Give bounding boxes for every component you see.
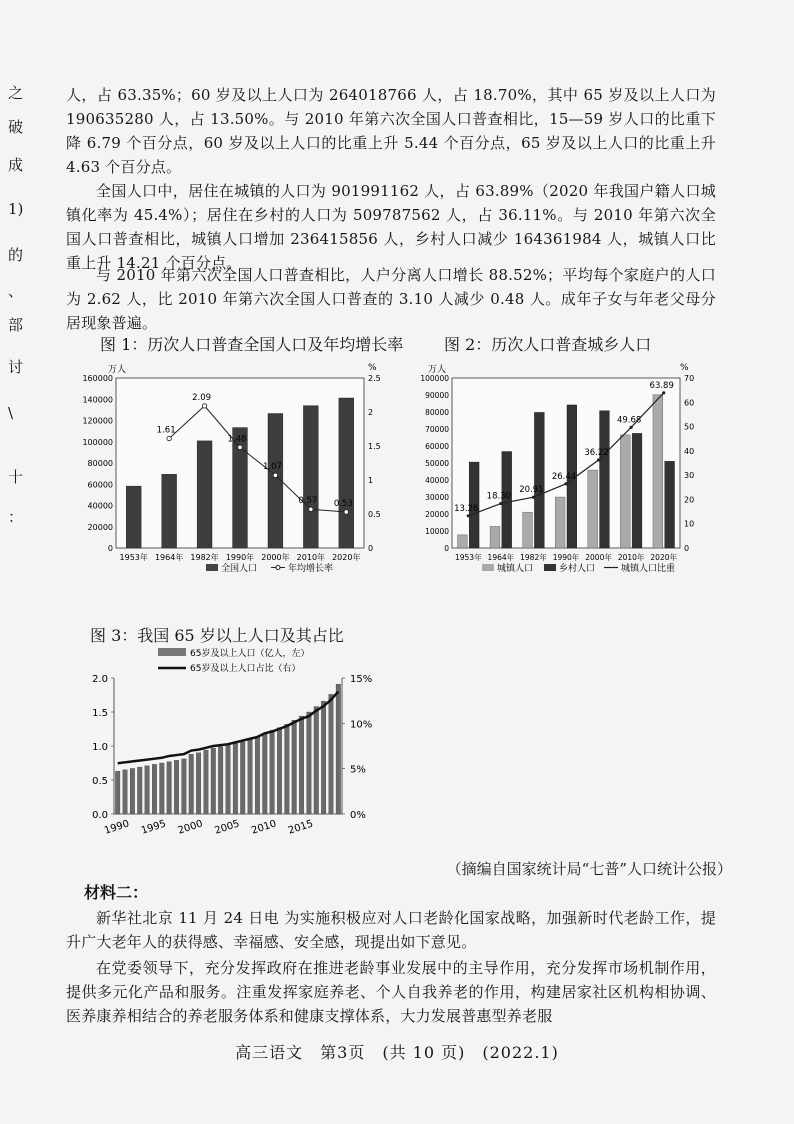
bar-total-population [339,398,354,548]
x-tick-label: 1995 [139,818,168,837]
x-tick-label: 1964年 [154,553,184,562]
y2-tick-label: 10 [684,519,695,529]
bar-elderly-population [299,716,304,814]
legend-swatch-rural [544,564,556,571]
x-tick-label: 2000年 [585,553,612,562]
bar-urban [653,395,663,548]
bar-elderly-population [321,701,326,814]
bar-urban [588,470,598,548]
margin-fragment: 的 [8,246,24,264]
x-tick-label: 1953年 [454,553,482,562]
y-axis-unit: 万人 [108,365,127,375]
bar-elderly-population [248,739,253,814]
urban-share-point [630,426,633,429]
legend [158,647,309,674]
margin-fragment: 讨 [8,358,24,376]
x-tick-label: 1953年 [119,553,148,562]
y2-tick-label: 20 [684,495,695,505]
bar-elderly-population [285,724,290,814]
y-tick-label: 60000 [425,442,449,451]
data-label: 13.26 [454,503,479,514]
data-label: 20.91 [519,485,544,496]
margin-fragment: 成 [8,156,24,174]
x-tick-label: 1964年 [487,553,515,562]
urban-share-point [662,391,665,394]
bar-elderly-population [329,694,334,814]
bar-urban [555,497,565,548]
material-2-paragraph-1: 新华社北京 11 月 24 日电 为实施积极应对人口老龄化国家战略，加强新时代老龄工作，提升广大老年人的获得感、幸福感、安全感，现提出如下意见。 [66,909,716,951]
bar-total-population [197,441,212,548]
figure-1-title: 图 1：历次人口普查全国人口及年均增长率 [100,335,404,354]
margin-fragment: 破 [8,118,24,136]
bar-urban [523,512,533,548]
bar-elderly-population [277,728,282,814]
data-label: 36.22 [584,448,609,459]
bar-elderly-population [123,770,128,814]
bar-elderly-population [226,745,231,814]
paragraph-household: 与 2010 年第六次全国人口普查相比，人户分离人口增长 88.52%；平均每个家庭户的人口为 2.62 人，比 2010 年第六次全国人口普查的 3.10 人减少 0.48 人。成年子女与年老父母分居现象普遍。 [66,266,716,332]
bar-total-population [126,486,141,548]
legend-label: 城镇人口比重 [621,564,676,574]
y-tick-label: 0.0 [92,810,108,821]
y-tick-label: 100000 [82,437,113,447]
y2-tick-label: 0.5 [368,510,381,519]
bar-elderly-population [255,737,260,814]
data-label: 0.57 [298,496,318,507]
y-tick-label: 120000 [82,416,113,426]
y-tick-label: 0 [107,544,113,553]
figure-2-chart [412,356,712,584]
y2-tick-label: 40 [684,446,695,456]
x-tick-label: 2020年 [332,553,361,562]
source-note: （摘编自国家统计局“七普”人口统计公报） [446,860,732,878]
figure-2-title: 图 2：历次人口普查城乡人口 [444,335,652,354]
bar-rural [665,461,675,548]
plot-area [452,378,680,548]
legend-label: 65岁及以上人口（亿人，左） [190,649,310,659]
data-label: 1.61 [156,425,176,436]
y2-axis-unit: % [368,363,377,373]
y2-tick-label: 5% [350,764,366,776]
y2-tick-label: 2 [368,408,374,417]
bar-elderly-population [174,760,179,814]
y-tick-label: 10000 [425,527,449,536]
legend-label: 年均增长率 [288,564,334,574]
y-tick-label: 80000 [425,408,449,417]
y-tick-label: 1.0 [92,742,108,753]
bar-rural [632,433,642,548]
bar-elderly-population [218,747,223,814]
urban-share-point [467,514,470,517]
bar-elderly-population [307,712,312,814]
y2-tick-label: 0 [368,544,374,553]
x-tick-label: 1982年 [190,553,219,562]
y-tick-label: 20000 [425,510,449,519]
urban-share-point [532,496,535,499]
data-label: 26.44 [551,471,577,482]
margin-fragment: 、 [8,282,24,300]
legend-label: 城镇人口 [497,564,534,574]
bar-total-population [162,474,177,548]
figure-3-title: 图 3：我国 65 岁以上人口及其占比 [90,626,344,645]
legend-label: 全国人口 [221,564,258,574]
legend [482,562,675,574]
y-tick-label: 2.0 [92,674,108,685]
legend-label: 65岁及以上人口占比（右） [190,664,301,674]
y-tick-label: 20000 [87,522,113,532]
y-tick-label: 0.5 [92,776,108,787]
bar-rural [534,412,544,548]
x-tick-label: 2010年 [296,553,326,562]
data-label: 1.07 [262,462,282,473]
bar-elderly-population [314,707,319,814]
bar-elderly-population [137,767,142,814]
figure-3-chart [84,644,384,840]
material-2-paragraph-2: 在党委领导下，充分发挥政府在推进老龄事业发展中的主导作用，充分发挥市场机制作用，提供多元化产品和服务。注重发挥家庭养老、个人自我养老的作用，构建居家社区机构相协调、医养康养相结合的养老服务体系和健康支撑体系，大力发展普惠型养老服 [66,959,716,1025]
y-tick-label: 40000 [425,476,449,485]
x-tick-label: 2010 [250,818,278,837]
bar-elderly-population [270,730,275,814]
y-axis-unit: 万人 [428,365,447,375]
data-label: 0.53 [333,498,353,509]
legend-swatch-urban [482,564,494,571]
x-tick-label: 2015 [286,818,315,837]
margin-fragment: 十 [8,468,24,486]
bar-elderly-population [182,759,187,814]
data-label: 49.68 [616,415,642,426]
y-tick-label: 0 [444,544,449,553]
bar-urban [458,535,468,548]
x-tick-label: 2020年 [650,553,678,562]
y2-tick-label: 10% [350,719,373,731]
urban-share-point [499,502,502,505]
bar-elderly-population [115,771,120,814]
growth-rate-point [273,473,277,477]
y2-tick-label: 0% [350,810,366,821]
bar-elderly-population [160,763,165,814]
y2-tick-label: 30 [684,471,695,481]
bar-elderly-population [204,750,209,814]
bar-elderly-population [130,768,135,814]
page-footer: 高三语文 第3页 (共 10 页) (2022.1) [235,1043,559,1062]
y-tick-label: 100000 [420,374,449,383]
bar-elderly-population [233,743,238,814]
bar-total-population [303,406,318,548]
figure-1-chart [68,356,398,584]
bar-elderly-population [145,766,150,814]
growth-rate-point [238,445,242,449]
bar-elderly-population [211,748,216,814]
y-tick-label: 70000 [425,425,449,434]
y-tick-label: 60000 [87,480,113,490]
y2-axis-unit: % [680,363,689,373]
growth-rate-point [309,507,313,511]
bar-elderly-population [167,762,172,814]
legend-swatch-bars [206,564,218,571]
x-tick-label: 2000年 [261,553,290,562]
growth-rate-point [344,510,348,514]
legend [206,562,333,574]
bar-urban [490,526,500,548]
bar-elderly-population [152,764,157,814]
bar-urban [620,435,630,548]
x-tick-label: 1982年 [520,553,547,562]
margin-fragment: 1) [8,200,24,218]
y-tick-label: 1.5 [92,708,108,719]
y2-tick-label: 1 [368,476,374,485]
bar-elderly-population [196,753,201,814]
material-2-heading: 材料二： [84,883,149,902]
data-label: 63.89 [649,380,674,391]
urban-share-point [597,458,600,461]
y2-tick-label: 15% [350,674,373,685]
y-tick-label: 80000 [87,459,113,468]
bar-elderly-population [336,684,341,814]
y2-tick-label: 70 [684,374,695,383]
y-tick-label: 140000 [82,395,113,405]
bar-elderly-population [292,720,297,814]
bar-elderly-population [240,742,245,814]
x-tick-label: 2000 [176,818,205,837]
data-label: 2.09 [192,392,212,403]
margin-fragment: \ [8,404,14,422]
paragraph-urbanization: 全国人口中，居住在城镇的人口为 901991162 人，占 63.89%（2020 年我国户籍人口城镇化率为 45.4%）；居住在乡村的人口为 509787562 人，占 36.11%。与 2010 年第六次全国人口普查相比，城镇人口增加 236415856 人，乡村人口减少 164361984 人，城镇人口比重上升 14.21 个百分点。 [66,182,716,272]
x-tick-label: 1990 [103,818,131,837]
y2-tick-label: 60 [684,398,695,408]
y2-tick-label: 50 [684,422,695,432]
bar-elderly-population [189,754,194,814]
growth-rate-point [167,436,171,440]
y2-tick-label: 1.5 [368,442,381,451]
margin-fragment: ： [8,508,24,526]
y-tick-label: 30000 [425,493,449,502]
x-tick-label: 1990年 [225,553,255,562]
margin-fragment: 之 [8,84,24,102]
y-tick-label: 90000 [425,391,449,400]
bar-rural [600,411,610,548]
y-tick-label: 50000 [425,459,449,468]
bar-elderly-population [262,733,267,814]
y2-tick-label: 2.5 [368,374,381,383]
growth-rate-point [202,404,206,408]
x-tick-label: 2005 [213,818,242,837]
legend-swatch-bars [158,648,186,656]
legend-swatch-marker [276,566,280,570]
x-tick-label: 1990年 [552,553,580,562]
data-label: 18.30 [486,491,512,502]
urban-share-point [564,482,567,485]
margin-fragment: 部 [8,316,24,334]
legend-label: 乡村人口 [559,564,596,574]
y2-tick-label: 0 [684,544,690,553]
paragraph-age-structure: 人，占 63.35%；60 岁及以上人口为 264018766 人，占 18.70%，其中 65 岁及以上人口为 190635280 人，占 13.50%。与 2010 年第六次全国人口普查相比，15—59 岁人口的比重下降 6.79 个百分点，60 岁及以上人口的比重上升 5.44 个百分点，65 岁及以上人口的比重上升 4.63 个百分点。 [66,86,716,176]
y-tick-label: 160000 [82,374,113,383]
x-tick-label: 2010年 [617,553,645,562]
data-label: 1.48 [227,434,247,445]
y-tick-label: 40000 [87,501,113,511]
